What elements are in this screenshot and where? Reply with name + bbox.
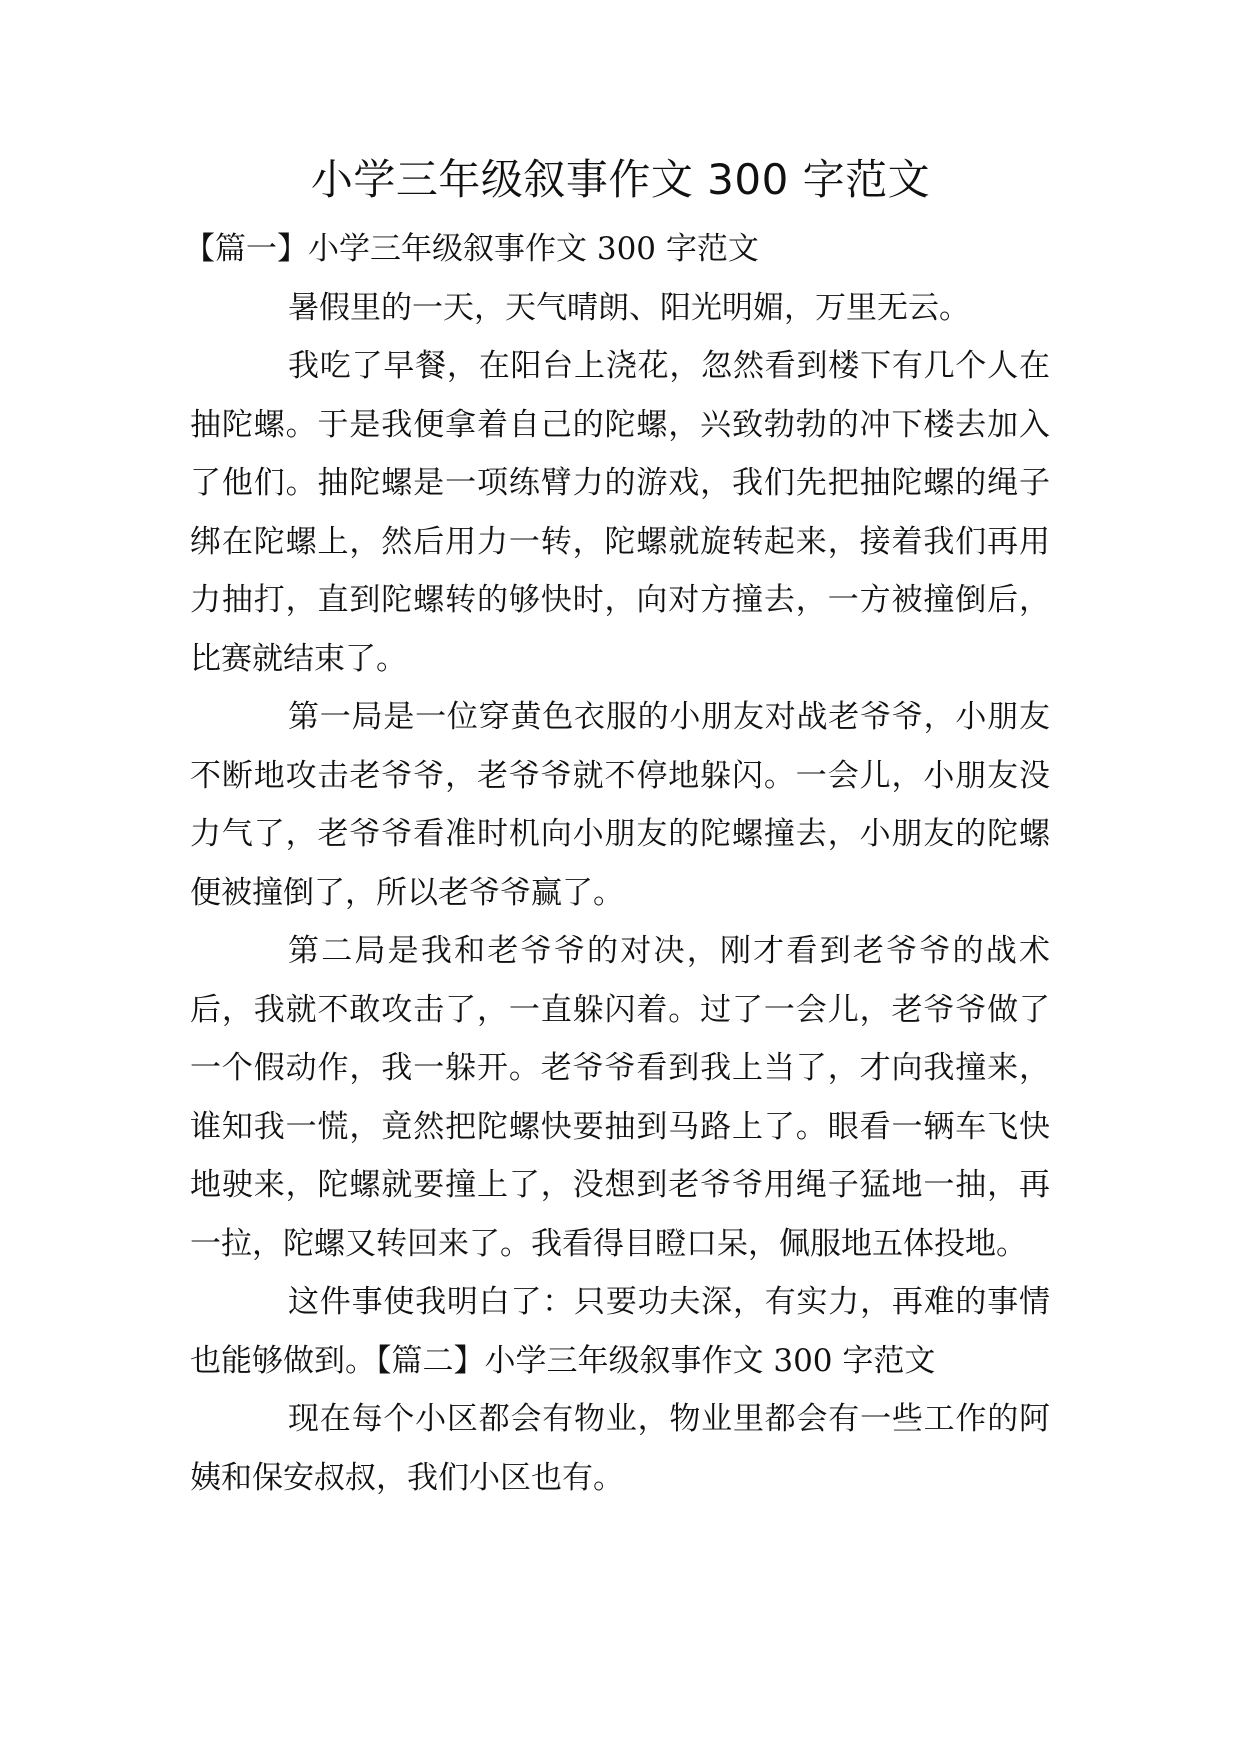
document-title: 小学三年级叙事作文 300 字范文 [310,155,931,204]
paragraph-3: 第一局是一位穿黄色衣服的小朋友对战老爷爷，小朋友不断地攻击老爷爷，老爷爷就不停地躲闪。一会儿，小朋友没力气了，老爷爷看准时机向小朋友的陀螺撞去，小朋友的陀螺便被撞倒了，所以老爷爷赢了。 [190,699,1050,911]
document-body [184,220,1050,1507]
paragraph-1: 暑假里的一天，天气晴朗、阳光明媚，万里无云。 [288,289,970,326]
paragraph-2: 我吃了早餐，在阳台上浇花，忽然看到楼下有几个人在抽陀螺。于是我便拿着自己的陀螺，兴致勃勃的冲下楼去加入了他们。抽陀螺是一项练臂力的游戏，我们先把抽陀螺的绳子绑在陀螺上，然后用力一转，陀螺就旋转起来，接着我们再用力抽打，直到陀螺转的够快时，向对方撞去，一方被撞倒后，比赛就结束了。 [190,348,1050,677]
paragraph-4: 第二局是我和老爷爷的对决，刚才看到老爷爷的战术后，我就不敢攻击了，一直躲闪着。过了一会儿，老爷爷做了一个假动作，我一躲开。老爷爷看到我上当了，才向我撞来，谁知我一慌，竟然把陀螺快要抽到马路上了。眼看一辆车飞快地驶来，陀螺就要撞上了，没想到老爷爷用绳子猛地一抽，再一拉，陀螺又转回来了。我看得目瞪口呆，佩服地五体投地。 [190,933,1050,1262]
paragraph-5-text: 这件事使我明白了：只要功夫深，有实力，再难的事情也能够做到。 [190,1284,1050,1379]
paragraph-6: 现在每个小区都会有物业，物业里都会有一些工作的阿姨和保安叔叔，我们小区也有。 [190,1401,1050,1496]
paragraph-5 [190,1273,1050,1390]
section-heading-2: 【篇二】小学三年级叙事作文 300 字范文 [376,1342,936,1379]
section-heading-1: 【篇一】小学三年级叙事作文 300 字范文 [184,231,759,267]
